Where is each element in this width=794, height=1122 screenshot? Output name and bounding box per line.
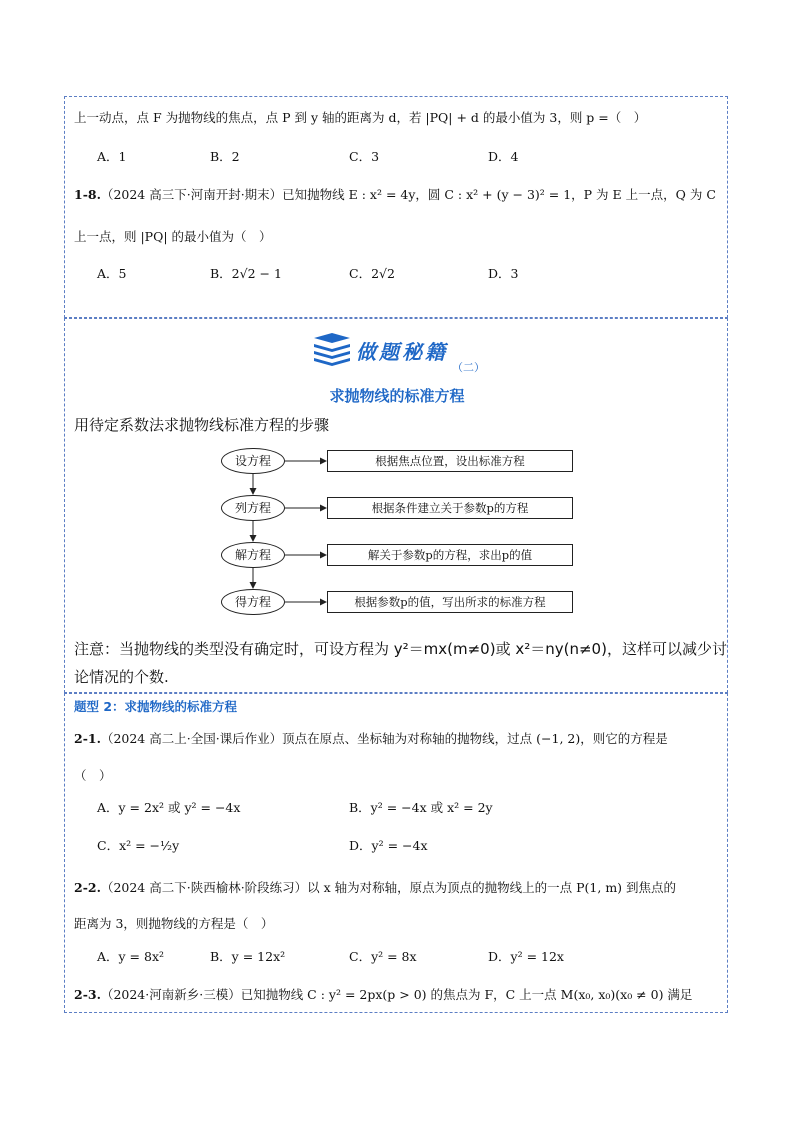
- q2-2-number: 2-2.: [74, 880, 101, 895]
- q2-1-stem-cont: （ ）: [74, 768, 112, 783]
- banner-script-title: 做题秘籍: [356, 340, 448, 364]
- q2-3-number: 2-3.: [74, 987, 101, 1002]
- flow-step-3: 解方程: [221, 542, 285, 568]
- banner-subtitle: （二）: [452, 361, 485, 374]
- flow-desc-3: 解关于参数p的方程，求出p的值: [327, 544, 573, 566]
- q2-1-stem: [74, 729, 668, 747]
- type2-title: 题型 2：求抛物线的标准方程: [74, 699, 238, 714]
- note-line-1: 注意：当抛物线的类型没有确定时，可设方程为 y²＝mx(m≠0)或 x²＝ny(n≠0)，这样可以减少讨: [74, 640, 727, 658]
- q1-8-number: 1-8.: [74, 187, 101, 202]
- q2-1-text: （2024 高二上·全国·课后作业）顶点在原点、坐标轴为对称轴的抛物线，过点 (−1, 2)，则它的方程是: [100, 731, 668, 746]
- q2-2-option-a: A．y = 8x²: [97, 949, 165, 964]
- q2-1-number: 2-1.: [74, 731, 101, 746]
- q1-8-option-d: D．3: [488, 266, 519, 281]
- q1-7-option-d: D．4: [488, 149, 519, 164]
- q2-1-option-b: B．y² = −4x 或 x² = 2y: [349, 800, 493, 815]
- q2-2-option-d: D．y² = 12x: [488, 949, 564, 964]
- q2-2-text: （2024 高二下·陕西榆林·阶段练习）以 x 轴为对称轴，原点为顶点的抛物线上的一点 P(1, m) 到焦点的: [100, 880, 677, 895]
- note-line-2: 论情况的个数.: [74, 668, 169, 686]
- q1-8-option-a: A．5: [97, 266, 127, 281]
- q2-1-option-a: A．y = 2x² 或 y² = −4x: [97, 800, 241, 815]
- q1-7-stem: 上一动点，点 F 为抛物线的焦点，点 P 到 y 轴的距离为 d，若 |PQ| + d 的最小值为 3，则 p =（ ）: [74, 110, 647, 125]
- flow-step-2: 列方程: [221, 495, 285, 521]
- flow-step-4: 得方程: [221, 589, 285, 615]
- q2-2-option-b: B．y = 12x²: [210, 949, 286, 964]
- q1-8-option-c: C．2√2: [349, 266, 395, 281]
- flow-step-1: 设方程: [221, 448, 285, 474]
- q2-2-option-c: C．y² = 8x: [349, 949, 417, 964]
- flow-desc-1: 根据焦点位置，设出标准方程: [327, 450, 573, 472]
- q1-7-option-a: A．1: [97, 149, 127, 164]
- q2-1-option-c: C．x² = −½y: [97, 838, 180, 853]
- q1-8-stem-cont: 上一点，则 |PQ| 的最小值为（ ）: [74, 229, 272, 244]
- method-intro: 用待定系数法求抛物线标准方程的步骤: [74, 416, 330, 434]
- q1-8-text: （2024 高三下·河南开封·期末）已知抛物线 E : x² = 4y，圆 C : x² + (y − 3)² = 1，P 为 E 上一点，Q 为 C: [100, 187, 716, 202]
- section-title: 求抛物线的标准方程: [329, 387, 465, 405]
- q1-7-option-b: B．2: [210, 149, 240, 164]
- q2-1-option-d: D．y² = −4x: [349, 838, 428, 853]
- flow-desc-2: 根据条件建立关于参数p的方程: [327, 497, 573, 519]
- q2-2-stem: [74, 878, 676, 896]
- q2-3-stem: [74, 985, 692, 1003]
- q2-3-text: （2024·河南新乡·三模）已知抛物线 C : y² = 2px(p > 0) 的焦点为 F，C 上一点 M(x₀, x₀)(x₀ ≠ 0) 满足: [100, 987, 693, 1002]
- q2-2-stem-cont: 距离为 3，则抛物线的方程是（ ）: [74, 916, 274, 931]
- q1-7-option-c: C．3: [349, 149, 380, 164]
- flow-desc-4: 根据参数p的值，写出所求的标准方程: [327, 591, 573, 613]
- q1-8-option-b: B．2√2 − 1: [210, 266, 282, 281]
